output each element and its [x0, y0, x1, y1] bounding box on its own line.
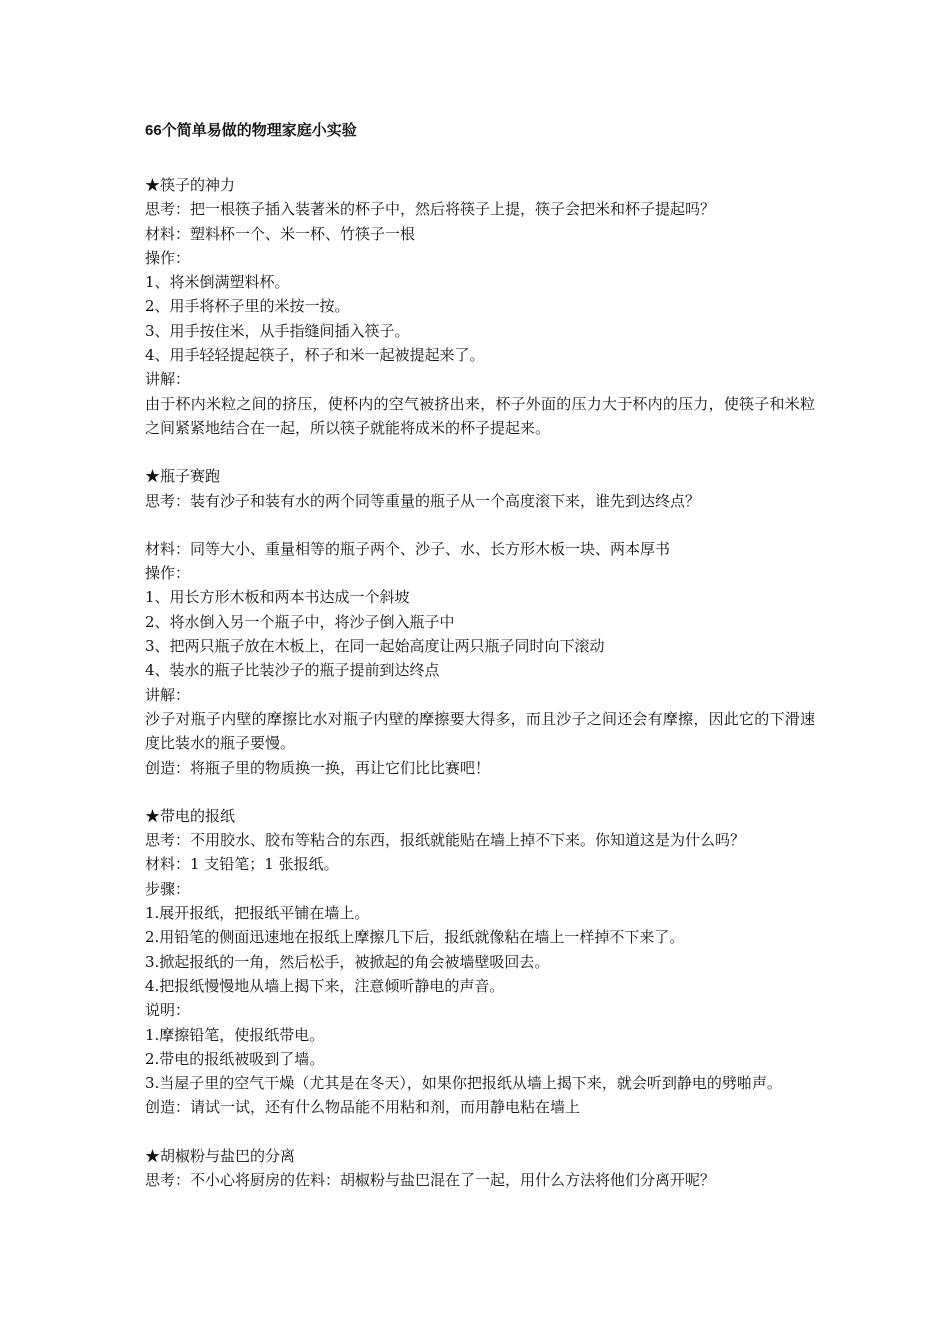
step-item: 1.展开报纸，把报纸平铺在墙上。 — [145, 904, 370, 923]
step-item: 4、用手轻轻提起筷子，杯子和米一起被提起来了。 — [145, 346, 485, 365]
step-item: 4.把报纸慢慢地从墙上揭下来，注意倾听静电的声音。 — [145, 976, 505, 995]
operations-label: 操作： — [145, 248, 191, 267]
step-item: 2、将水倒入另一个瓶子中，将沙子倒入瓶子中 — [145, 612, 455, 631]
note-item: 3.当屋子里的空气干燥（尤其是在冬天），如果你把报纸从墙上揭下来，就会听到静电的劈啪声。 — [145, 1074, 782, 1093]
think-text: 思考：装有沙子和装有水的两个同等重量的瓶子从一个高度滚下来，谁先到达终点？ — [145, 491, 701, 510]
note-item: 1.摩擦铅笔，使报纸带电。 — [145, 1025, 325, 1044]
section-heading: ★带电的报纸 — [145, 806, 236, 825]
explain-text: 由于杯内米粒之间的挤压，使杯内的空气被挤出来，杯子外面的压力大于杯内的压力，使筷子和米粒之间紧紧地结合在一起，所以筷子就能将成米的杯子提起来。 — [145, 394, 815, 437]
explain-label: 讲解： — [145, 370, 191, 389]
steps-label: 步骤： — [145, 879, 191, 898]
spacer — [145, 780, 815, 804]
spacer — [145, 1120, 815, 1144]
materials-text: 材料：塑料杯一个、米一杯、竹筷子一根 — [145, 224, 416, 243]
explain-label: 说明： — [145, 1001, 191, 1020]
think-text: 思考：不用胶水、胶布等粘合的东西，报纸就能贴在墙上掉不下来。你知道这是为什么吗？ — [145, 831, 746, 850]
step-item: 4、装水的瓶子比装沙子的瓶子提前到达终点 — [145, 661, 440, 680]
note-item: 2.带电的报纸被吸到了墙。 — [145, 1049, 325, 1068]
materials-text: 材料：同等大小、重量相等的瓶子两个、沙子、水、长方形木板一块、两本厚书 — [145, 539, 671, 558]
step-item: 1、将米倒满塑料杯。 — [145, 273, 290, 292]
title-number: 66 — [145, 122, 162, 139]
section-chopsticks — [145, 173, 815, 440]
materials-text: 材料：1 支铅笔；1 张报纸。 — [145, 855, 339, 874]
think-text: 思考：不小心将厨房的佐料：胡椒粉与盐巴混在了一起，用什么方法将他们分离开呢？ — [145, 1170, 716, 1189]
explain-text: 沙子对瓶子内壁的摩擦比水对瓶子内壁的摩擦要大得多，而且沙子之间还会有摩擦，因此它的下滑速度比装水的瓶子要慢。 — [145, 709, 815, 753]
step-item: 3.掀起报纸的一角，然后松手，被掀起的角会被墙壁吸回去。 — [145, 952, 550, 971]
create-text: 创造：将瓶子里的物质换一换，再让它们比比赛吧！ — [145, 758, 491, 777]
section-bottle-race — [145, 464, 815, 780]
step-item: 3、把两只瓶子放在木板上，在同一起始高度让两只瓶子同时向下滚动 — [145, 637, 605, 656]
think-text: 思考：把一根筷子插入装著米的杯子中，然后将筷子上提，筷子会把米和杯子提起吗？ — [145, 200, 716, 219]
spacer — [145, 149, 815, 173]
title-text: 个简单易做的物理家庭小实验 — [161, 121, 357, 139]
spacer — [145, 513, 815, 537]
document-body — [145, 112, 815, 1192]
section-charged-newspaper — [145, 804, 815, 1120]
step-item: 1、用长方形木板和两本书达成一个斜坡 — [145, 588, 410, 607]
document-title — [145, 112, 815, 149]
section-heading: ★筷子的神力 — [145, 176, 236, 194]
create-text: 创造：请试一试，还有什么物品能不用粘和剂，而用静电粘在墙上 — [145, 1098, 581, 1117]
explain-label: 讲解： — [145, 685, 191, 704]
section-heading: ★胡椒粉与盐巴的分离 — [145, 1146, 296, 1165]
operations-label: 操作： — [145, 564, 191, 583]
step-item: 2.用铅笔的侧面迅速地在报纸上摩擦几下后，报纸就像粘在墙上一样掉不下来了。 — [145, 928, 685, 947]
section-heading: ★瓶子赛跑 — [145, 467, 221, 486]
step-item: 2、用手将杯子里的米按一按。 — [145, 297, 350, 316]
section-pepper-salt — [145, 1144, 815, 1193]
step-item: 3、用手按住米，从手指缝间插入筷子。 — [145, 321, 410, 340]
spacer — [145, 440, 815, 464]
